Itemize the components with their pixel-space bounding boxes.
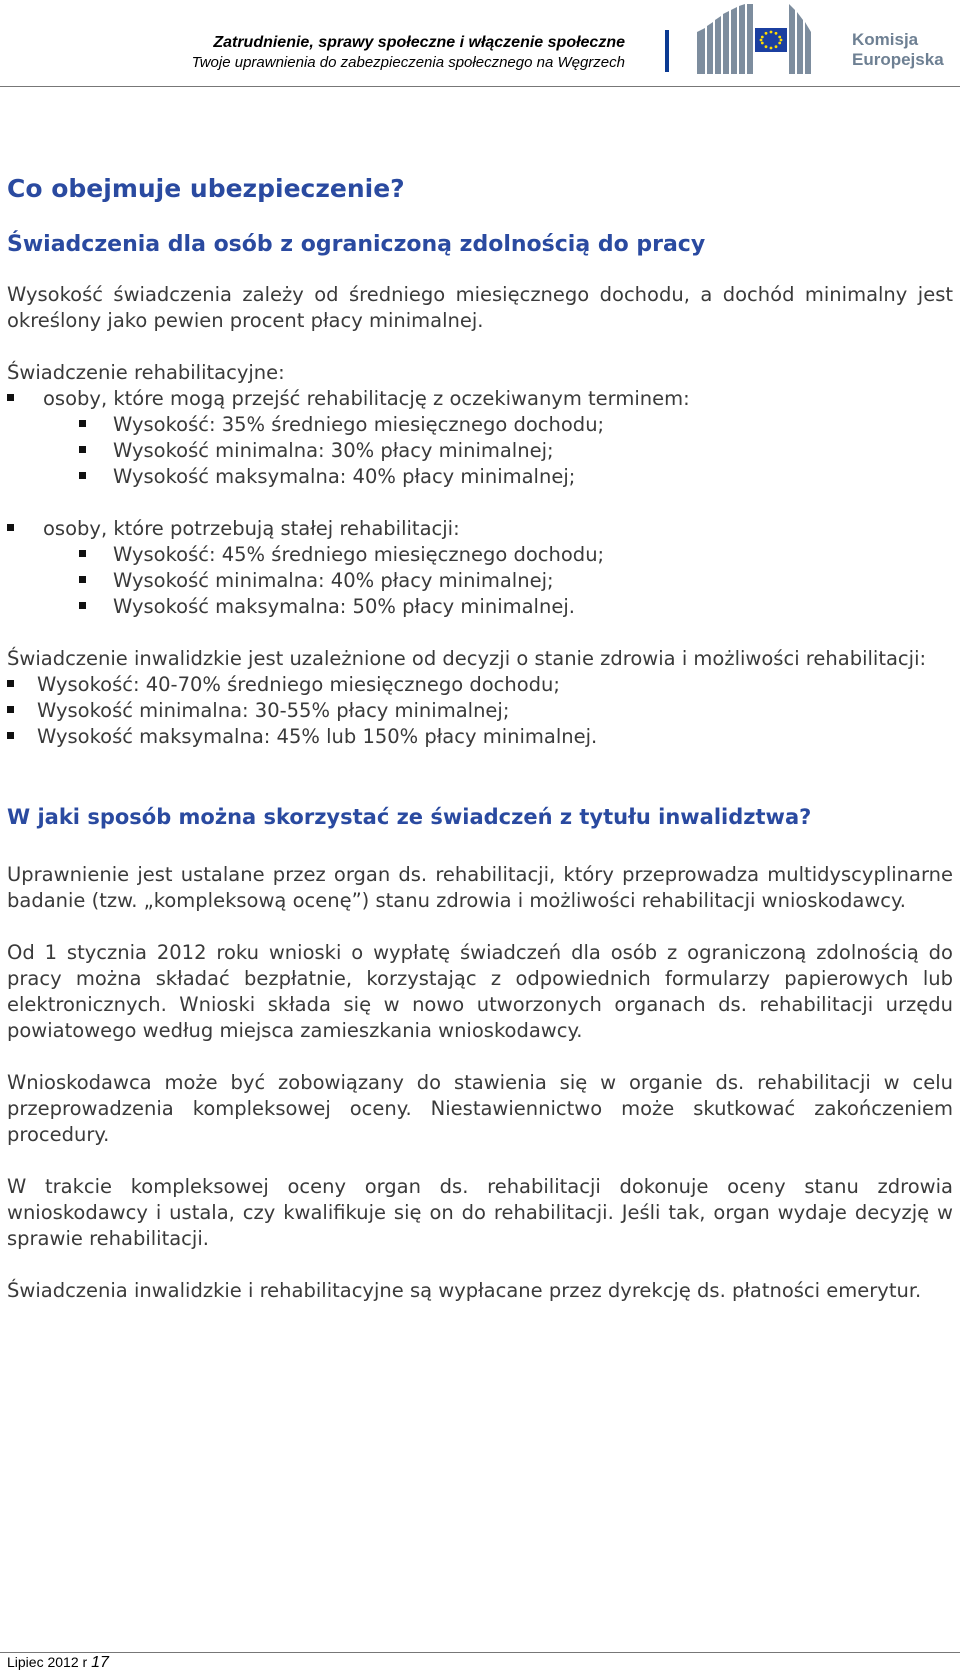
list-item-text: Wysokość maksymalna: 40% płacy minimalnej;: [113, 465, 576, 488]
rehab-groups-list-2: [7, 516, 953, 542]
paragraph: Od 1 stycznia 2012 roku wnioski o wypłatę świadczeń dla osób z ograniczoną zdolnością do pracy można składać bezpłatnie, korzystając z odpowiednich formularzy papierowych lub elektronicznych. Wnioski składa się w nowo utworzonych organach ds. rehabilitacji urzędu powiatowego według miejsca zamieszkania wnioskodawcy.: [7, 941, 953, 1042]
header-rule: [0, 86, 960, 87]
list-item-text: Wysokość: 45% średniego miesięcznego dochodu;: [113, 543, 605, 566]
footer-rule: [0, 1652, 960, 1653]
disability-intro: Świadczenie inwalidzkie jest uzależnione od decyzji o stanie zdrowia i możliwości rehabilitacji:: [7, 647, 927, 670]
page-title: Co obejmuje ubezpieczenie?: [7, 174, 405, 203]
list-item: [7, 698, 953, 724]
header-titles: [192, 32, 625, 73]
bullet-icon: [79, 550, 86, 557]
list-item: [7, 464, 953, 490]
list-item-text: Wysokość: 35% średniego miesięcznego dochodu;: [113, 413, 605, 436]
bullet-icon: [7, 394, 14, 401]
bullet-icon: [79, 602, 86, 609]
page-header: [0, 0, 960, 90]
header-subtitle: Twoje uprawnienia do zabezpieczenia społecznego na Węgrzech: [191, 54, 625, 71]
list-item: [7, 438, 953, 464]
footer-date: Lipiec 2012 r: [7, 1654, 88, 1670]
list-item-label: osoby, które potrzebują stałej rehabilitacji:: [43, 517, 460, 540]
bullet-icon: [7, 524, 14, 531]
bullet-icon: [79, 472, 86, 479]
bullet-icon: [79, 420, 86, 427]
bullet-icon: [79, 446, 86, 453]
group2-list: [7, 542, 953, 620]
list-item: [7, 672, 953, 698]
list-item: [7, 542, 953, 568]
bullet-icon: [7, 706, 14, 713]
paragraph: Uprawnienie jest ustalane przez organ ds. rehabilitacji, który przeprowadza multidyscyplinarne badanie (tzw. „kompleksową ocenę”) stanu zdrowia i możliwości rehabilitacji wnioskodawcy.: [7, 863, 953, 912]
header-divider: [665, 30, 669, 72]
disability-list: [7, 672, 953, 750]
list-item-label: osoby, które mogą przejść rehabilitację z oczekiwanym terminem:: [43, 387, 690, 410]
list-item: [7, 386, 953, 412]
paragraph: W trakcie kompleksowej oceny organ ds. rehabilitacji dokonuje oceny stanu zdrowia wnioskodawcy i ustala, czy kwalifikuje się on do rehabilitacji. Jeśli tak, organ wydaje decyzję w sprawie rehabilitacji.: [7, 1175, 953, 1250]
list-item-text: Wysokość minimalna: 40% płacy minimalnej;: [113, 569, 554, 592]
list-item-text: Wysokość minimalna: 30% płacy minimalnej;: [113, 439, 554, 462]
list-item-text: Wysokość maksymalna: 50% płacy minimalnej.: [113, 595, 575, 618]
bullet-icon: [7, 680, 14, 687]
list-item: [7, 568, 953, 594]
document-body: [7, 172, 953, 1304]
logo-line2: Europejska: [852, 50, 944, 69]
group1-list: [7, 412, 953, 490]
list-item: [7, 516, 953, 542]
paragraph-benefit-amount: Wysokość świadczenia zależy od średniego miesięcznego dochodu, a dochód minimalny jest określony jako pewien procent płacy minimalnej.: [7, 283, 953, 332]
list-item-text: Wysokość minimalna: 30-55% płacy minimalnej;: [37, 699, 510, 722]
bullet-icon: [79, 576, 86, 583]
rehab-intro: Świadczenie rehabilitacyjne:: [7, 361, 285, 384]
list-item: [7, 724, 953, 750]
section-heading-how-to-claim: W jaki sposób można skorzystać ze świadczeń z tytułu inwalidztwa?: [7, 805, 812, 829]
paragraph: Świadczenia inwalidzkie i rehabilitacyjne są wypłacane przez dyrekcję ds. płatności emerytur.: [7, 1279, 922, 1302]
list-item-text: Wysokość maksymalna: 45% lub 150% płacy minimalnej.: [37, 725, 598, 748]
bullet-icon: [7, 732, 14, 739]
list-item: [7, 594, 953, 620]
page-number: 17: [91, 1654, 109, 1671]
logo-wordmark: [852, 30, 944, 70]
section-heading-benefits: Świadczenia dla osób z ograniczoną zdolnością do pracy: [7, 232, 706, 257]
list-item: [7, 412, 953, 438]
list-item-text: Wysokość: 40-70% średniego miesięcznego dochodu;: [37, 673, 560, 696]
eu-commission-logo-icon: [695, 2, 815, 82]
header-title: Zatrudnienie, sprawy społeczne i włączenie społeczne: [213, 34, 625, 51]
paragraph: Wnioskodawca może być zobowiązany do stawienia się w organie ds. rehabilitacji w celu przeprowadzenia kompleksowej oceny. Niestawiennictwo może skutkować zakończeniem procedury.: [7, 1071, 953, 1146]
logo-line1: Komisja: [852, 30, 919, 49]
page-footer: [7, 1654, 109, 1671]
rehab-groups-list: [7, 386, 953, 412]
